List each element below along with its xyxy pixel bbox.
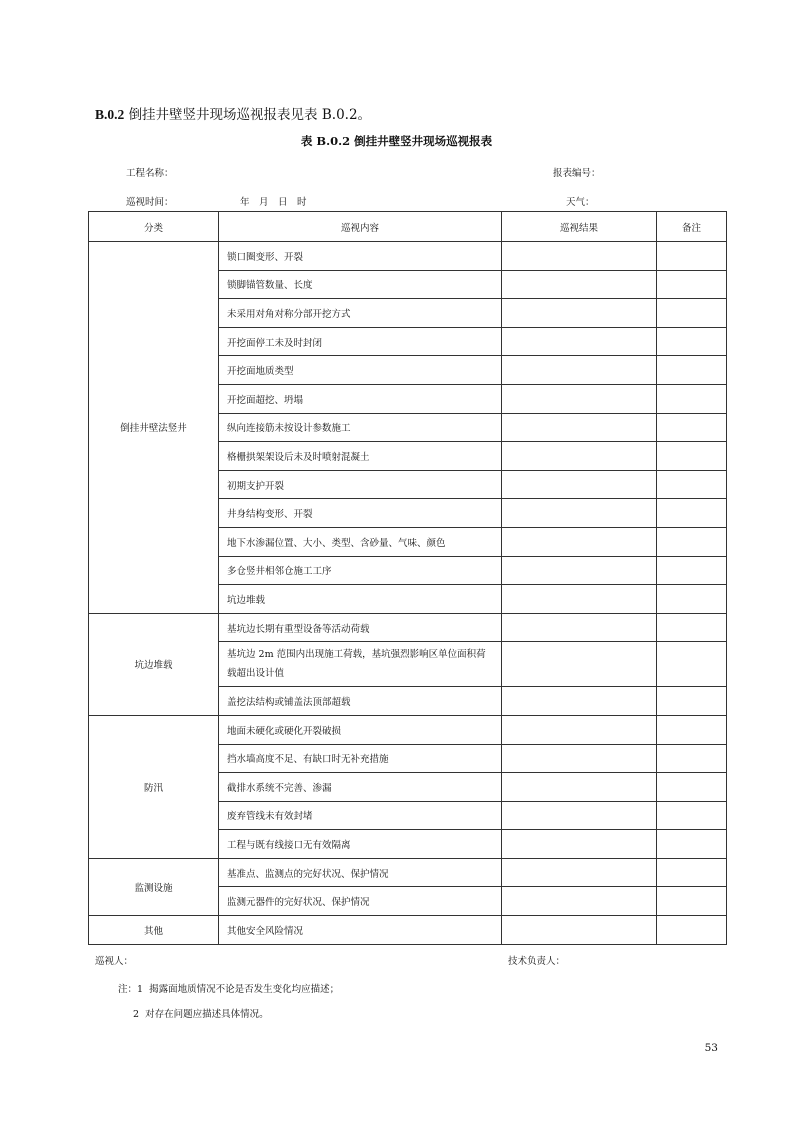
inspection-item: 挡水墙高度不足、有缺口时无补充措施 [219, 744, 502, 773]
table-header-row [89, 212, 727, 242]
inspection-result-cell[interactable] [502, 470, 657, 499]
inspection-item: 纵向连接筋未按设计参数施工 [219, 413, 502, 442]
category-cell: 坑边堆载 [89, 613, 219, 715]
remarks-cell[interactable] [657, 384, 727, 413]
tech-lead-label: 技术负责人： [508, 956, 566, 967]
inspection-item: 盖挖法结构或铺盖法顶部超载 [219, 687, 502, 716]
inspection-item: 开挖面地质类型 [219, 356, 502, 385]
remarks-cell[interactable] [657, 299, 727, 328]
inspection-result-cell[interactable] [502, 413, 657, 442]
column-header-result: 巡视结果 [502, 212, 657, 242]
inspection-result-cell[interactable] [502, 299, 657, 328]
remarks-cell[interactable] [657, 413, 727, 442]
inspection-item: 废弃管线未有效封堵 [219, 801, 502, 830]
remarks-cell[interactable] [657, 801, 727, 830]
inspection-result-cell[interactable] [502, 442, 657, 471]
column-header-content: 巡视内容 [219, 212, 502, 242]
category-cell: 防汛 [89, 715, 219, 858]
inspection-item: 其他安全风险情况 [219, 916, 502, 945]
inspection-item: 基准点、监测点的完好状况、保护情况 [219, 858, 502, 887]
section-number: B.0.2 [95, 107, 125, 122]
inspection-result-cell[interactable] [502, 356, 657, 385]
remarks-cell[interactable] [657, 887, 727, 916]
inspection-item: 地面未硬化或硬化开裂破损 [219, 715, 502, 744]
remarks-cell[interactable] [657, 715, 727, 744]
inspection-result-cell[interactable] [502, 585, 657, 614]
table-row [89, 613, 727, 642]
remarks-cell[interactable] [657, 830, 727, 859]
inspection-result-cell[interactable] [502, 916, 657, 945]
remarks-cell[interactable] [657, 442, 727, 471]
table-row [89, 715, 727, 744]
inspection-item: 开挖面停工未及时封闭 [219, 327, 502, 356]
inspection-result-cell[interactable] [502, 270, 657, 299]
section-heading-text: 倒挂井壁竖井现场巡视报表见表 B.0.2。 [128, 107, 372, 123]
column-header-category: 分类 [89, 212, 219, 242]
remarks-cell[interactable] [657, 242, 727, 271]
inspection-item: 地下水渗漏位置、大小、类型、含砂量、气味、颜色 [219, 527, 502, 556]
inspection-item: 开挖面超挖、坍塌 [219, 384, 502, 413]
inspection-result-cell[interactable] [502, 499, 657, 528]
remarks-cell[interactable] [657, 327, 727, 356]
inspection-result-cell[interactable] [502, 384, 657, 413]
inspection-result-cell[interactable] [502, 327, 657, 356]
project-name-label: 工程名称： [126, 168, 174, 179]
remarks-cell[interactable] [657, 642, 727, 687]
inspection-item: 初期支护开裂 [219, 470, 502, 499]
inspection-item: 坑边堆载 [219, 585, 502, 614]
inspection-result-cell[interactable] [502, 613, 657, 642]
inspection-result-cell[interactable] [502, 744, 657, 773]
inspection-item: 未采用对角对称分部开挖方式 [219, 299, 502, 328]
inspection-item: 基坑边长期有重型设备等活动荷载 [219, 613, 502, 642]
inspection-result-cell[interactable] [502, 887, 657, 916]
note-2: 2 对存在问题应描述具体情况。 [133, 1009, 269, 1020]
remarks-cell[interactable] [657, 356, 727, 385]
inspection-item: 基坑边 2m 范围内出现施工荷载，基坑强烈影响区单位面积荷载超出设计值 [219, 642, 502, 687]
table-row [89, 242, 727, 271]
inspection-result-cell[interactable] [502, 642, 657, 687]
note-1: 注：1 揭露面地质情况不论是否发生变化均应描述； [118, 984, 340, 995]
remarks-cell[interactable] [657, 556, 727, 585]
inspection-time-units: 年 月 日 时 [240, 197, 307, 208]
category-cell: 其他 [89, 916, 219, 945]
remarks-cell[interactable] [657, 858, 727, 887]
table-row [89, 916, 727, 945]
inspection-item: 监测元器件的完好状况、保护情况 [219, 887, 502, 916]
inspector-label: 巡视人： [95, 956, 134, 967]
remarks-cell[interactable] [657, 270, 727, 299]
category-cell: 倒挂井壁法竖井 [89, 242, 219, 614]
inspection-result-cell[interactable] [502, 527, 657, 556]
inspection-item: 截排水系统不完善、渗漏 [219, 773, 502, 802]
section-heading [95, 103, 371, 123]
remarks-cell[interactable] [657, 499, 727, 528]
column-header-remarks: 备注 [657, 212, 727, 242]
inspection-item: 格栅拱架架设后未及时喷射混凝土 [219, 442, 502, 471]
table-body [89, 242, 727, 945]
inspection-result-cell[interactable] [502, 242, 657, 271]
inspection-item: 锁口圈变形、开裂 [219, 242, 502, 271]
inspection-item: 锁脚锚管数量、长度 [219, 270, 502, 299]
remarks-cell[interactable] [657, 527, 727, 556]
inspection-result-cell[interactable] [502, 773, 657, 802]
inspection-item: 井身结构变形、开裂 [219, 499, 502, 528]
page-number: 53 [704, 1042, 718, 1054]
inspection-result-cell[interactable] [502, 715, 657, 744]
remarks-cell[interactable] [657, 585, 727, 614]
remarks-cell[interactable] [657, 687, 727, 716]
inspection-result-cell[interactable] [502, 830, 657, 859]
table-row [89, 858, 727, 887]
remarks-cell[interactable] [657, 470, 727, 499]
remarks-cell[interactable] [657, 744, 727, 773]
inspection-result-cell[interactable] [502, 687, 657, 716]
inspection-result-cell[interactable] [502, 556, 657, 585]
inspection-result-cell[interactable] [502, 801, 657, 830]
remarks-cell[interactable] [657, 916, 727, 945]
report-no-label: 报表编号： [553, 168, 601, 179]
inspection-table [88, 211, 727, 945]
inspection-time-label: 巡视时间： [126, 197, 174, 208]
inspection-item: 多仓竖井相邻仓施工工序 [219, 556, 502, 585]
inspection-item: 工程与既有线接口无有效隔离 [219, 830, 502, 859]
inspection-result-cell[interactable] [502, 858, 657, 887]
weather-label: 天气： [566, 197, 595, 208]
table-title: 表 B.0.2 倒挂井壁竖井现场巡视报表 [300, 134, 493, 148]
category-cell: 监测设施 [89, 858, 219, 915]
remarks-cell[interactable] [657, 613, 727, 642]
remarks-cell[interactable] [657, 773, 727, 802]
